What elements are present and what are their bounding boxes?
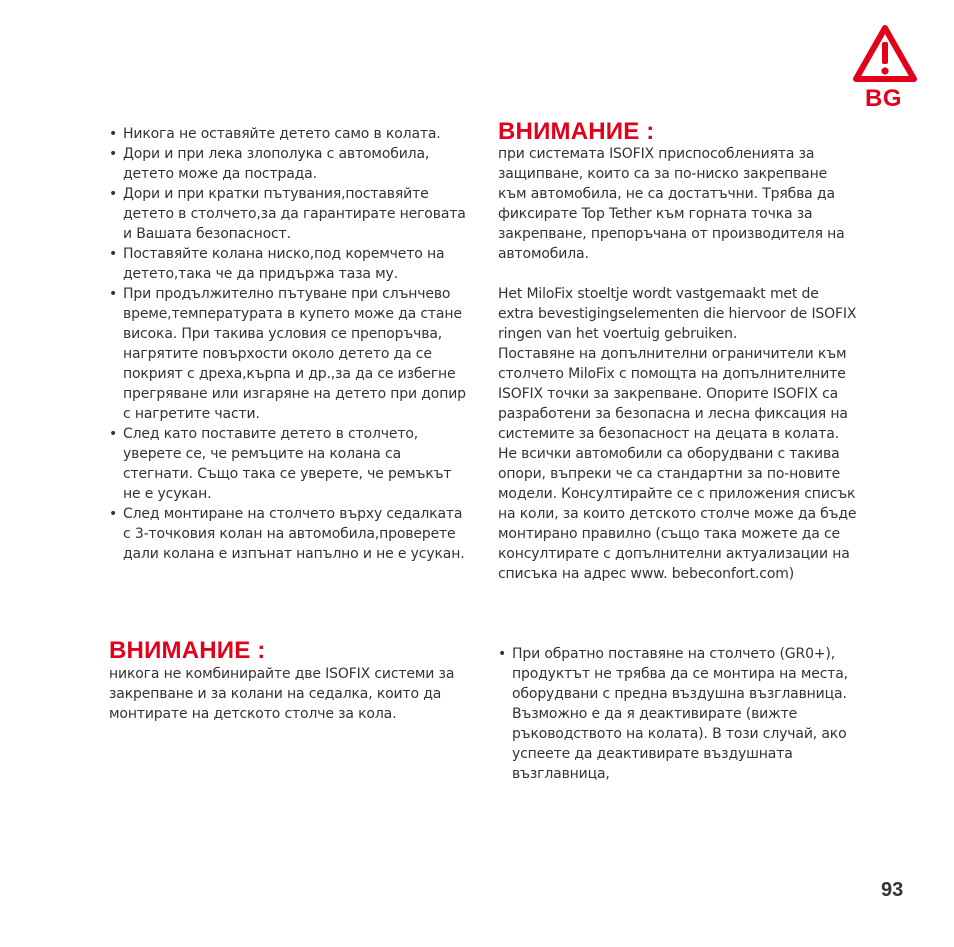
list-item: • След като поставите детето в столчето, уверете се, че ремъците на колана са стегнати. Също така се уверете, че ремъкът не е усукан.: [109, 424, 469, 504]
airbag-bullet-list: [498, 644, 858, 784]
list-item: • При обратно поставяне на столчето (GR0+), продуктът не трябва да се монтира на места, оборудвани с предна въздушна възглавница. Възможно е да я деактивирате (вижте ръководството на колата). В този случай, ако успеете да деактивирате въздушната възглавница,: [498, 644, 858, 784]
warning-triangle-icon: [852, 24, 918, 84]
list-item: • Поставяйте колана ниско,под коремчето на детето,така че да придържа таза му.: [109, 244, 469, 284]
warning-heading: ВНИМАНИЕ :: [109, 637, 266, 664]
list-item: • Дори и при кратки пътувания,поставяйте детето в столчето,за да гарантирате неговата и Вашата безопасност.: [109, 184, 469, 244]
language-label: BG: [865, 85, 902, 112]
list-item: • При продължително пътуване при слънчево време,температурата в купето може да стане висока. При такива условия се препоръчва, нагрятите повърхости около детето да се покрият с дреха,кърпа и др.,за да се избегне прегряване или изгаряне на детето при допир с нагретите части.: [109, 284, 469, 424]
page-number: 93: [881, 879, 904, 901]
list-item: • Никога не оставяйте детето само в колата.: [109, 124, 469, 144]
dutch-paragraph: Het MiloFix stoeltje wordt vastgemaakt met de extra bevestigingselementen die hiervoor de ISOFIX ringen van het voertuig gebruiken.: [498, 286, 857, 342]
safety-bullet-list: [109, 124, 469, 564]
warning-text: при системата ISOFIX приспособленията за защипване, които са за по-ниско закрепване към автомобила, не са достатъчни. Трябва да фиксирате Top Tether към горната точка за закрепване, препоръчана от производителя на автомобила.: [498, 146, 845, 262]
warning-text: никога не комбинирайте две ISOFIX системи за закрепване и за колани на седалка, които да монтирате на детското столче за кола.: [109, 666, 455, 722]
isofix-info-paragraph: Поставяне на допълнителни ограничители към столчето MiloFix с помощта на допълнителните ISOFIX точки за закрепване. Опорите ISOFIX са разработени за безопасна и лесна фиксация на системите за безопасност на децата в колата. Не всички автомобили са оборудвани с такива опори, въпреки че са стандартни за по-новите модели. Консултирайте се с приложения списък на коли, за които детското столче може да бъде монтирано правилно (също така можете да се консултирате с допълнителни актуализации на списъка на адрес www. bebeconfort.com): [498, 346, 857, 582]
list-item: • След монтиране на столчето върху седалката с 3-точковия колан на автомобила,проверете дали колана е изпънат напълно и не е усукан.: [109, 504, 469, 564]
list-item: • Дори и при лека злополука с автомобила, детето може да пострада.: [109, 144, 469, 184]
warning-heading: ВНИМАНИЕ :: [498, 118, 655, 145]
